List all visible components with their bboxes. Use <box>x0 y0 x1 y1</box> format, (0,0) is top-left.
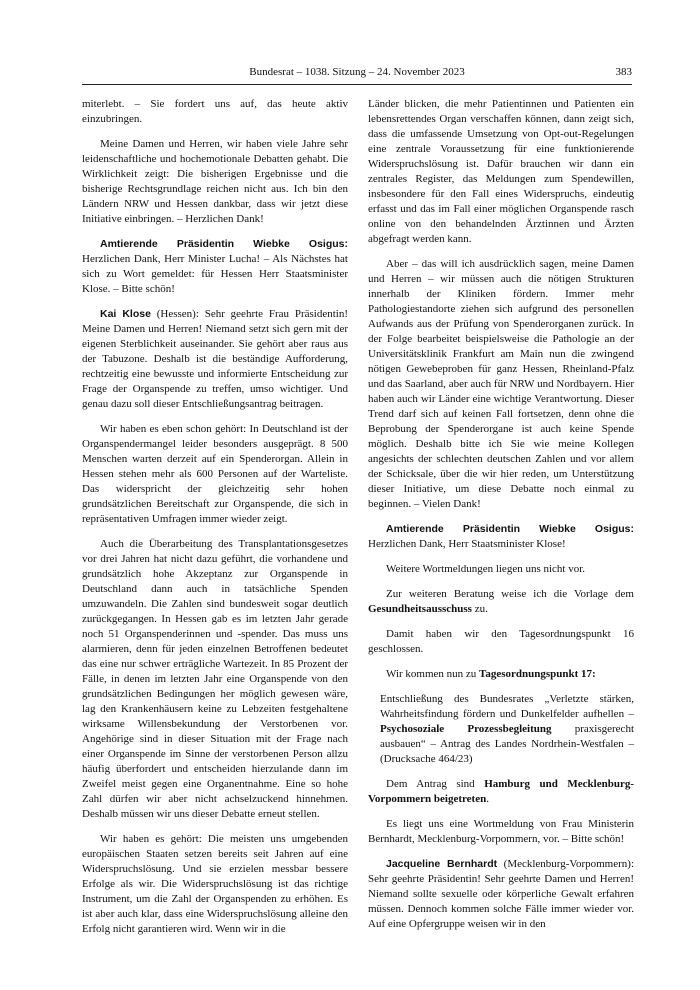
emphasis: Hamburg und Mecklenburg-Vorpommern beigetreten <box>368 778 634 805</box>
emphasis: Psychosoziale Prozessbegleitung <box>380 723 552 735</box>
paragraph: Damit haben wir den Tagesordnungspunkt 16 geschlossen. <box>368 628 634 655</box>
paragraph: Auch die Überarbeitung des Transplantationsgesetzes vor drei Jahren hat nicht dazu geführt, die vorhandene und grundsätzlich hohe Akzeptanz zur Organspende in Deutschland dann auch in tatsächliche Spenden umzuwandeln. Die Zahlen sind bundesweit sogar deutlich zurückgegangen. In Hessen gab es im letzten Jahr gerade noch 51 Organspenderinnen und -spender. Das muss uns alarmieren, denn für jeden einzelnen Betroffenen bedeutet das eine nur schwer erträgliche Wartezeit. In 85 Prozent der Fälle, in denen im letzten Jahr eine Organspende von den grundsätzlichen Bedingungen her möglich gewesen wäre, lag den Krankenhäusern keine zu Lebzeiten festgehaltene wirksame Willensbekundung der Verstorbenen vor. Angehörige sind in dieser Situation mit der Frage nach einer Organspende im Sinne der verstorbenen Person allzu häufig überfordert und entscheiden hierzulande dann im Zweifel meist gegen eine Organentnahme. Eine so hohe Zahl dürfen wir aber nicht achselzuckend hinnehmen. Deshalb müssen wir uns dieser Debatte erneut stellen. <box>82 538 348 820</box>
speech-paragraph <box>82 237 348 297</box>
speaker-name: Kai Klose <box>100 308 151 320</box>
paragraph <box>368 667 634 682</box>
text-run: . <box>486 793 489 805</box>
speech-paragraph <box>368 522 634 552</box>
paragraph: Meine Damen und Herren, wir haben viele Jahre sehr leidenschaftliche und hochemotionale Debatten gehabt. Die Wirklichkeit zeigt: Die bisherigen Ergebnisse und die bisherige Rechtsgrundlage reichen nicht aus. Ich bin den Ländern NRW und Hessen dankbar, dass wir jetzt diese Initiative einbringen. – Herzlichen Dank! <box>82 138 348 225</box>
speech-text: (Hessen): Sehr geehrte Frau Präsidentin! Meine Damen und Herren! Niemand setzt sich gern mit der eigenen Sterblichkeit auseinander. Sie gehört aber raus aus der Tabuzone. Deshalb ist die beständige Aufforderung, rechtzeitig eine bewusste und informierte Entscheidung zur Frage der Organspende zu treffen, umso wichtiger. Und genau dazu soll dieser Entschließungsantrag beitragen. <box>82 308 348 410</box>
agenda-description <box>368 692 634 767</box>
paragraph: Wir haben es eben schon gehört: In Deutschland ist der Organspendermangel leider besonders ausgeprägt. 8 500 Menschen warten derzeit auf ein Spenderorgan. Allein in Hessen stehen mehr als 600 Personen auf der Warteliste. Das widerspricht der gleichzeitig sehr hohen grundsätzlichen Bereitschaft zur Organspende, die sich in repräsentativen Umfragen immer wieder zeigt. <box>82 423 348 525</box>
text-run: Dem Antrag sind <box>386 778 485 790</box>
speech-text: Herzlichen Dank, Herr Minister Lucha! – Als Nächstes hat sich zu Wort gemeldet: für Hessen Herr Staatsminister Klose. – Bitte schön! <box>82 253 348 295</box>
paragraph: Wir haben es gehört: Die meisten uns umgebenden europäischen Staaten setzen bereits seit Jahren auf eine Widerspruchslösung. Und sie erzielen messbar bessere Erfolge als wir. Die Widerspruchslösung ist das richtige Instrument, um die Zahl der Organspenden zu erhöhen. Es ist aber auch klar, dass eine Widerspruchslösung alleine den Erfolg nicht garantieren wird. Wenn wir in die <box>82 833 348 935</box>
speaker-name: Amtierende Präsidentin Wiebke Osigus: <box>100 238 348 250</box>
speech-text: (Mecklenburg-Vorpommern): Sehr geehrte Präsidentin! Sehr geehrte Damen und Herren! Niemand sollte sexuelle oder körperliche Gewalt erfahren müssen. Dennoch kommen solche Fälle immer wieder vor. Auf eine Opfergruppe weisen wir in den <box>368 858 634 930</box>
speaker-name: Amtierende Präsidentin Wiebke Osigus: <box>386 523 634 535</box>
left-column <box>82 97 348 947</box>
text-run: Zur weiteren Beratung weise ich die Vorlage dem <box>386 588 634 600</box>
text-run: Entschließung des Bundesrates „Verletzte stärken, Wahrheitsfindung fördern und Dunkelfelder aufhellen – <box>380 693 634 720</box>
paragraph: miterlebt. – Sie fordert uns auf, das heute aktiv einzubringen. <box>82 98 348 125</box>
committee-name: Gesundheitsausschuss <box>368 603 472 615</box>
paragraph <box>368 587 634 617</box>
page-header <box>82 62 632 85</box>
speech-paragraph <box>82 307 348 412</box>
session-title: Bundesrat – 1038. Sitzung – 24. November 2023 <box>249 66 465 78</box>
text-run: Wir kommen nun zu <box>386 668 480 680</box>
speaker-name: Jacqueline Bernhardt <box>386 858 498 870</box>
page-number: 383 <box>615 66 632 78</box>
text-run: praxisgerecht ausbauen“ – Antrag des Landes Nordrhein-Westfalen – (Drucksache 464/23) <box>380 723 634 765</box>
paragraph: Weitere Wortmeldungen liegen uns nicht vor. <box>386 563 586 575</box>
paragraph: Länder blicken, die mehr Patientinnen und Patienten ein lebensrettendes Organ verschaffen können, dann zeigt sich, dass die umfassende Umsetzung von Opt-out-Regelungen eine zentrale Voraussetzung für eine funktionierende Widerspruchslösung ist. Dafür brauchen wir dann ein zentrales Register, das Meldungen zum Spendewillen, insbesondere für den Fall eines Widerspruchs, eindeutig erfasst und das im Fall einer möglichen Organspende rasch online von den behandelnden Ärztinnen und Ärzten abgefragt werden kann. <box>368 98 634 245</box>
text-run: zu. <box>471 603 488 615</box>
paragraph: Aber – das will ich ausdrücklich sagen, meine Damen und Herren – wir müssen auch die nötigen Strukturen innerhalb der Kliniken fördern. Immer mehr Pathologiestandorte ziehen sich aufgrund des personellen Aufwands aus der Prüfung von Spenderorganen zurück. In der Folge bearbeitet beispielsweise die Pathologie an der Universitätsklinik Frankfurt am Main nun die zwingend nötigen Gewebeproben für ganz Hessen, Rheinland-Pfalz und das Saarland, aber auch für NRW und Nordbayern. Hier haben auch wir Länder eine wichtige Verantwortung. Dieser Trend darf sich auf keinen Fall fortsetzen, denn ohne die Beprobung der Spenderorgane ist auch keine Spende möglich. Deshalb bitte ich Sie wie meine Kollegen angesichts der schlechten deutschen Zahlen und vor allem der Schicksale, über die wir hier reden, um Unterstützung dieser Initiative, um diese Debatte noch einmal zu beginnen. – Vielen Dank! <box>368 258 634 510</box>
paragraph: Es liegt uns eine Wortmeldung von Frau Ministerin Bernhardt, Mecklenburg-Vorpommern, vor. – Bitte schön! <box>368 818 634 845</box>
speech-paragraph <box>368 857 634 932</box>
paragraph <box>368 777 634 807</box>
agenda-item: Tagesordnungspunkt 17: <box>479 668 596 680</box>
right-column <box>368 97 634 942</box>
speech-text: Herzlichen Dank, Herr Staatsminister Klose! <box>368 538 566 550</box>
